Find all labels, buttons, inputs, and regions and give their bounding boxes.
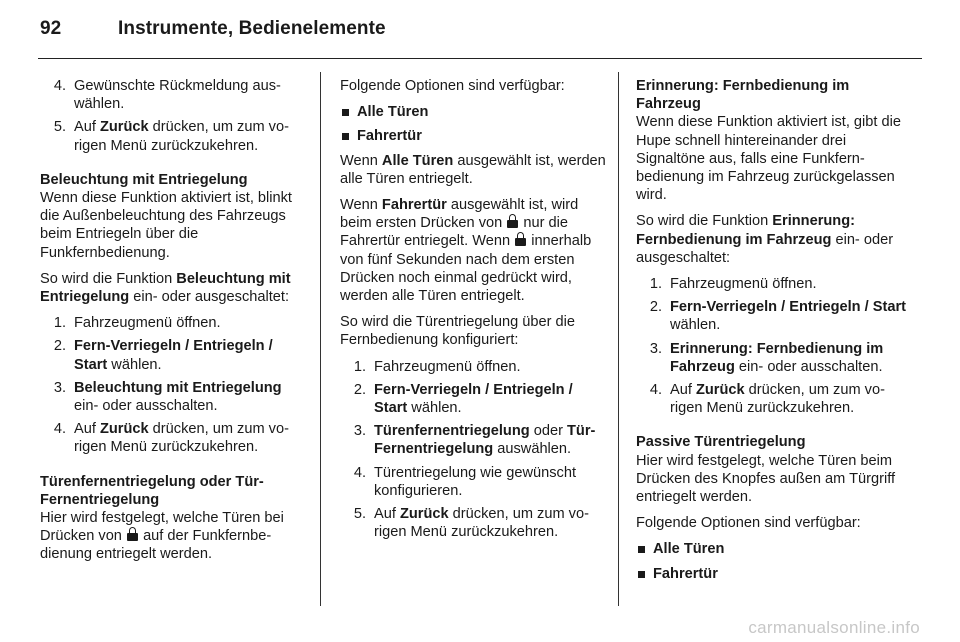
ui-term: Erinnerung: Fernbedienung im Fahrzeug — [636, 213, 855, 248]
text: ausgewählt ist, werden alle Türen entriegelt. — [340, 152, 606, 187]
paragraph — [40, 270, 308, 306]
paragraph: Wenn diese Funktion aktiviert ist, blinkt die Außenbeleuchtung des Fahrzeugs beim Entriegeln über die Funkfernbedienung. — [40, 190, 292, 261]
list-number: 3. — [649, 340, 662, 357]
paragraph — [340, 196, 608, 305]
header-rule — [38, 58, 922, 59]
list-number: 4. — [353, 464, 366, 481]
list-number: 2. — [649, 299, 662, 316]
list-number: 5. — [353, 506, 366, 523]
numbered-list — [40, 314, 308, 456]
page-header — [40, 18, 386, 40]
square-bullet-icon — [638, 571, 645, 578]
ui-term: Zurück — [99, 421, 149, 438]
list-item — [340, 464, 608, 500]
text: ein- oder ausschalten. — [74, 398, 218, 415]
text: Auf — [74, 119, 100, 136]
list-number: 1. — [649, 276, 662, 293]
list-number: 3. — [53, 379, 66, 396]
column-divider — [618, 72, 619, 606]
list-text — [374, 505, 608, 541]
list-item — [40, 77, 308, 113]
list-item — [40, 337, 308, 373]
ui-term: Fahrertür — [357, 128, 422, 145]
list-text — [374, 358, 608, 376]
ui-term: Zurück — [99, 119, 149, 136]
ui-term: Erinnerung: Fernbedienung im Fahrzeug — [670, 340, 884, 375]
text: oder — [529, 423, 568, 440]
list-number: 1. — [53, 315, 66, 332]
list-text — [74, 314, 308, 332]
unlock-icon — [127, 531, 138, 541]
text: drücken, um zum vorigen Menü zurückzukehren. — [374, 506, 589, 541]
paragraph — [40, 509, 308, 564]
list-number: 4. — [53, 78, 66, 94]
section-heading: Beleuchtung mit Entriegelung — [40, 171, 248, 188]
ui-term: Zurück — [399, 506, 449, 523]
ui-term: Zurück — [695, 382, 745, 399]
list-text — [374, 381, 608, 417]
list-item — [340, 358, 608, 376]
paragraph: Wenn diese Funktion aktiviert ist, gibt die Hupe schnell hintereinander drei Signaltöne aus, falls eine Funkfernbedienung im Fahrzeug zurückgelassen wird. — [636, 114, 901, 204]
column-left — [40, 77, 308, 572]
ui-term: Fern-Verriegeln / Entriegeln / Start — [374, 381, 573, 417]
list-text — [374, 464, 608, 500]
bullet-item — [340, 103, 608, 121]
paragraph — [340, 152, 608, 188]
numbered-list — [40, 77, 308, 155]
text: Auf — [74, 421, 100, 438]
text: So wird die Funktion — [40, 270, 177, 287]
ui-term: Alle Türen — [357, 104, 429, 121]
column-middle — [340, 77, 608, 551]
ui-term: TürFernentriegelung — [374, 423, 596, 458]
list-number: 3. — [353, 423, 366, 440]
text: Fahrzeugmenü öffnen. — [74, 315, 221, 332]
list-text — [74, 379, 308, 415]
square-bullet-icon — [638, 546, 645, 553]
text: ein- oder ausgeschaltet: — [636, 231, 894, 266]
paragraph: So wird die Türentriegelung über die Fernbedienung konfiguriert: — [340, 314, 575, 349]
page-number: 92 — [40, 18, 62, 39]
section-heading: Passive Türentriegelung — [636, 434, 806, 451]
text: Fahrzeugmenü öffnen. — [374, 358, 521, 375]
text: drücken, um zum vorigen Menü zurückzukehren. — [74, 421, 289, 456]
list-number: 1. — [353, 358, 366, 375]
list-text — [74, 77, 308, 113]
text: Wenn — [340, 152, 382, 169]
bullet-item — [636, 540, 908, 558]
list-item — [636, 381, 908, 417]
list-text — [670, 340, 908, 376]
text: ausgewählt ist, wird beim ersten Drücken von — [340, 197, 579, 232]
bullet-item — [636, 565, 908, 583]
list-item — [636, 340, 908, 376]
list-text — [670, 298, 908, 334]
list-number: 4. — [53, 421, 66, 438]
bullet-item — [340, 127, 608, 145]
ui-term: Fern-Verriegeln / Entriegeln / Start — [670, 299, 906, 316]
column-right — [636, 77, 908, 589]
ui-term: Beleuchtung mit Entriegelung — [74, 379, 282, 396]
watermark: carmanualsonline.info — [748, 618, 920, 637]
ui-term: Beleuchtung mit Entriegelung — [40, 270, 291, 306]
list-number: 5. — [53, 119, 66, 136]
square-bullet-icon — [342, 133, 349, 140]
text: Hier wird festgelegt, welche Türen bei Drücken von — [40, 510, 284, 545]
text: Gewünschte Rückmeldung auswählen. — [74, 78, 281, 113]
list-item — [340, 422, 608, 458]
ui-term: Türenfernentriegelung — [374, 423, 530, 440]
ui-term: Fahrertür — [381, 197, 447, 214]
list-text — [374, 422, 608, 458]
text: auswählen. — [493, 441, 572, 458]
list-item — [40, 379, 308, 415]
numbered-list — [340, 358, 608, 542]
square-bullet-icon — [342, 109, 349, 116]
text: nur die Fahrertür entriegelt. Wenn — [340, 215, 568, 250]
text: Wenn — [340, 197, 382, 214]
text: Auf — [670, 382, 696, 399]
list-number: 4. — [649, 382, 662, 399]
list-item — [636, 275, 908, 293]
page-title: Instrumente, Bedienelemente — [118, 18, 386, 39]
list-text — [74, 118, 308, 154]
text: So wird die Funktion — [636, 213, 773, 230]
bullet-list — [340, 103, 608, 145]
numbered-list — [636, 275, 908, 417]
text: auf der Funkfernbedienung entriegelt werden. — [40, 528, 272, 563]
text: Auf — [374, 506, 400, 523]
list-item — [40, 314, 308, 332]
list-text — [670, 381, 908, 417]
ui-term: Fahrertür — [653, 565, 718, 582]
text: ein- oder ausgeschaltet: — [129, 289, 290, 306]
list-number: 2. — [53, 338, 66, 355]
text: Türentriegelung wie gewünscht konfigurieren. — [374, 464, 576, 499]
paragraph: Hier wird festgelegt, welche Türen beim Drücken des Knopfes außen am Türgriff entriegelt werden. — [636, 452, 896, 506]
text: wählen. — [107, 356, 162, 373]
column-divider — [320, 72, 321, 606]
list-text — [74, 420, 308, 456]
list-text — [74, 337, 308, 373]
text: wählen. — [670, 317, 721, 334]
unlock-icon — [507, 218, 518, 228]
paragraph: Folgende Optionen sind verfügbar: — [340, 78, 565, 94]
list-item — [40, 118, 308, 154]
list-text — [670, 275, 908, 293]
section-heading: Türenfernentriegelung oder TürFernentriegelung — [40, 473, 264, 508]
section-heading: Erinnerung: Fernbedienung im Fahrzeug — [636, 78, 850, 113]
list-item — [636, 298, 908, 334]
list-item — [340, 505, 608, 541]
paragraph — [636, 212, 908, 267]
text: drücken, um zum vorigen Menü zurückzukehren. — [74, 119, 289, 154]
text: Fahrzeugmenü öffnen. — [670, 276, 817, 293]
list-item — [340, 381, 608, 417]
bullet-list — [636, 540, 908, 582]
paragraph: Folgende Optionen sind verfügbar: — [636, 515, 861, 532]
ui-term: Fern-Verriegeln / Entriegeln / Start — [74, 338, 273, 373]
ui-term: Alle Türen — [381, 152, 454, 169]
text: drücken, um zum vorigen Menü zurückzukehren. — [670, 382, 885, 417]
list-item — [40, 420, 308, 456]
ui-term: Alle Türen — [653, 541, 725, 558]
text: innerhalb von fünf Sekunden nach dem ersten Drücken noch einmal gedrückt wird, werden alle Türen entriegelt. — [340, 233, 592, 305]
text: wählen. — [407, 400, 462, 417]
text: ein- oder ausschalten. — [734, 358, 883, 375]
list-number: 2. — [353, 381, 366, 398]
unlock-icon — [515, 236, 526, 246]
